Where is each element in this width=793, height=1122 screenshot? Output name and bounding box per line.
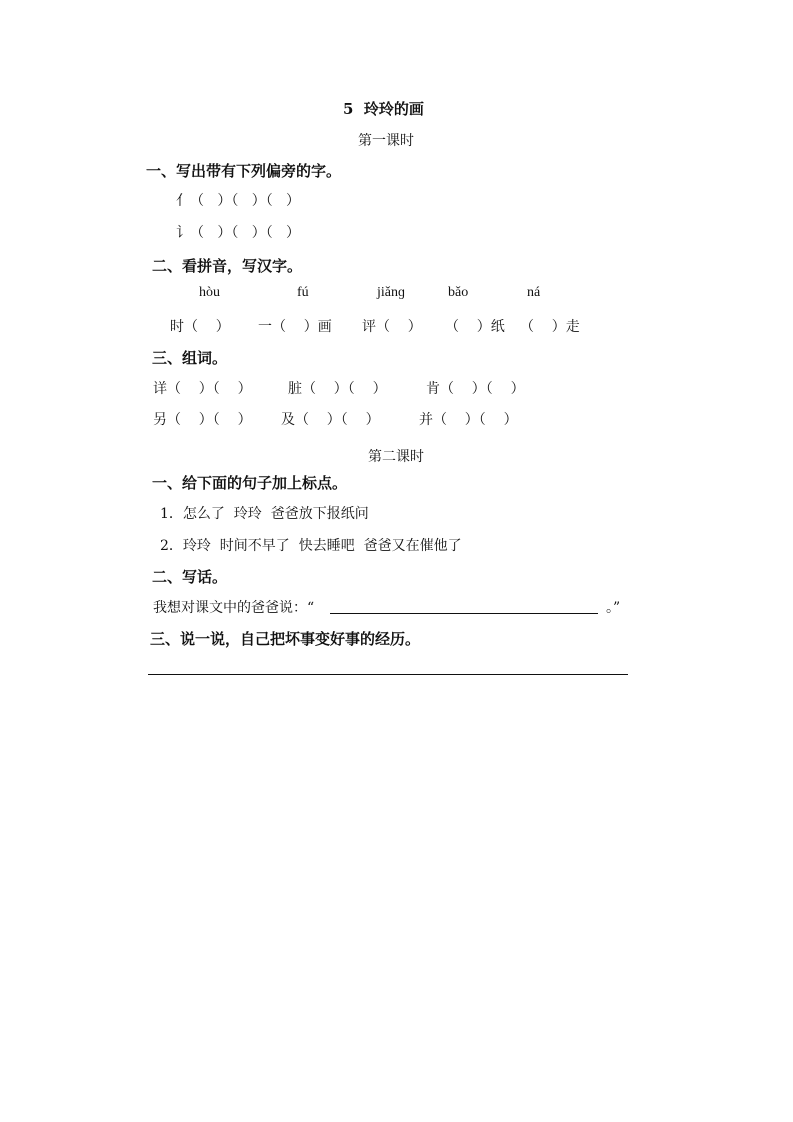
q3-row1-item-1: 详（ ）（ ） [153,381,252,397]
q3-row2-item-1: 另（ ）（ ） [153,412,252,428]
punctuation-item-1: 1．怎么了 玲玲 爸爸放下报纸问 [160,506,369,522]
q1-row-person-radical: 亻（ ）（ ）（ ） [176,193,301,209]
l2-q2-heading: 二、写话。 [152,568,228,586]
lesson-2-heading: 第二课时 [368,449,424,465]
lesson-1-heading: 第一课时 [358,133,414,149]
pinyin-3: jiǎnɡ [377,285,405,300]
pinyin-2: fú [297,285,309,300]
q3-row1-item-3: 肯（ ）（ ） [426,381,525,397]
q2-word-3: 评（ ） [362,319,422,335]
q2-word-5: （ ）走 [520,319,580,335]
q2-word-1: 时（ ） [170,319,230,335]
q1-row-speech-radical: 讠（ ）（ ）（ ） [176,225,301,241]
q3-row2-item-2: 及（ ）（ ） [281,412,380,428]
q3-row2-item-3: 并（ ）（ ） [419,412,518,428]
punctuation-item-2: 2．玲玲 时间不早了 快去睡吧 爸爸又在催他了 [160,538,462,554]
page-title: 5 玲玲的画 [343,100,424,118]
q3-row1-item-2: 脏（ ）（ ） [288,381,387,397]
pinyin-1: hòu [199,285,220,300]
l2-q1-heading: 一、给下面的句子加上标点。 [152,474,348,492]
q2-word-4: （ ）纸 [445,319,505,335]
l2-q3-heading: 三、说一说，自己把坏事变好事的经历。 [150,630,421,648]
q3-heading: 三、组词。 [152,349,228,367]
pinyin-4: bǎo [448,285,469,300]
pinyin-5: ná [527,285,541,300]
writing-prompt-end: 。” [606,600,621,616]
writing-blank-line[interactable] [330,613,598,614]
q2-word-2: 一（ ）画 [258,319,332,335]
answer-line[interactable] [148,674,628,675]
writing-prompt: 我想对课文中的爸爸说：“ [153,600,315,616]
q1-heading: 一、写出带有下列偏旁的字。 [146,162,342,180]
q2-heading: 二、看拼音，写汉字。 [152,257,303,275]
